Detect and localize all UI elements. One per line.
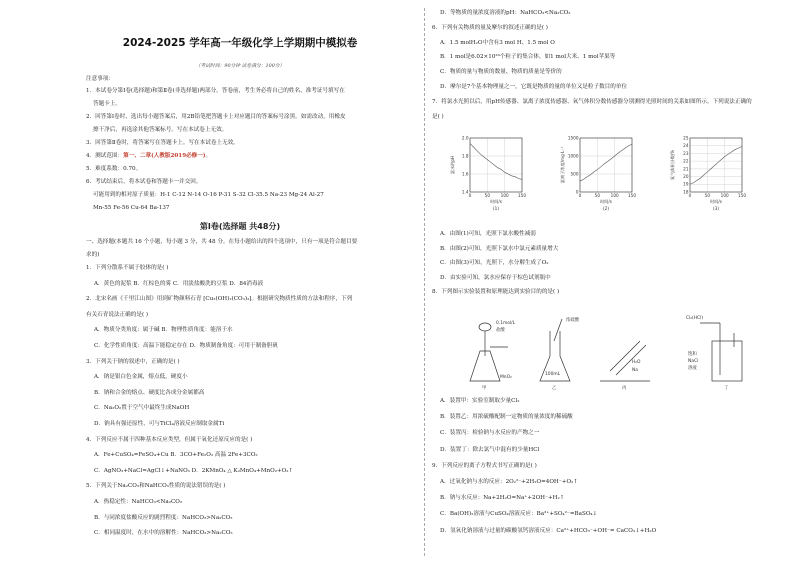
y-tick-label: 19 [683, 181, 689, 187]
x-tick-label: 0 [468, 193, 472, 198]
y-tick-label: 0 [575, 189, 579, 195]
note-scope-label: 4．测试范围： [86, 153, 124, 159]
apparatus-jia [470, 320, 516, 391]
question-line: A．黄色的泥浆 B．红棕色的雾 C．用淡盐酸洗的豆浆 D．84消毒液 [94, 280, 264, 287]
bing-name: 丙 [622, 386, 627, 391]
question-line: C．由图(3)可知，光照下，水分解生成了O₂ [440, 260, 549, 266]
question-line: A．热稳定性：NaHCO₃<Na₂CO₃ [94, 499, 183, 505]
y-tick-label: 25 [683, 135, 689, 141]
y-tick-label: 1.6 [461, 171, 469, 177]
chart-chloride [560, 130, 636, 216]
x-tick-label: 100 [610, 193, 619, 198]
y-tick-label: 1.4 [461, 189, 469, 195]
y-tick-label: 20 [683, 173, 689, 179]
question-line: A．过氧化钠与水的反应：2O₂²⁻+2H₂O=4OH⁻+O₂↑ [440, 479, 578, 485]
series-line [580, 144, 632, 181]
question-line: 3．下列关于钠的叙述中，正确的是( ) [86, 358, 180, 365]
ding-label2: NaCl [688, 359, 699, 364]
x-axis-label: 时间/s [490, 199, 502, 204]
x-tick-label: 0 [688, 193, 692, 198]
question-line: B．钠与水反应：Na+2H₂O=Na⁺+2OH⁻+H₂↑ [440, 495, 565, 502]
yi-label-acid: 浓硫酸 [566, 318, 580, 323]
x-tick-label: 0 [578, 193, 582, 198]
x-axis-label: 时间/s [600, 199, 612, 204]
y-tick-label: 21 [683, 166, 689, 172]
question-line: 是( ) [432, 113, 444, 120]
note-scope-end: 。 [205, 153, 212, 159]
y-tick-label: 2.0 [461, 135, 469, 141]
question-line: B．装置乙：用浓硫酸配制一定物质的量浓度的稀硫酸 [440, 414, 573, 421]
x-tick-label: 100 [720, 193, 729, 198]
x-tick-label: 150 [738, 193, 746, 198]
jia-label-conc: 0.1mol/L [496, 321, 516, 326]
question-line: D．由实验可知，氯水应保存于棕色试剂瓶中 [440, 274, 551, 281]
question-line: 2．北宋名画《千里江山图》用到矿物颜料石青 [Cu₃(OH)₂(CO₃)₂]。根据研究物质性质的方法和程序，下列 [86, 296, 353, 303]
x-tick-label: 50 [704, 193, 711, 198]
right-column [432, 0, 777, 562]
question-line: 7．将氯水光照以后，用pH传感器、氯离子浓度传感器、氧气体积分数传感器分别测得光照时间的关系如图所示。下列说法正确的 [432, 98, 752, 105]
question-line: B．1 mol是6.02×10²³个粒子的集合体，如1 mol大米、1 mol苹果等 [440, 54, 616, 61]
y-tick-label: 1000 [567, 153, 579, 159]
question-line: A．钠是银白色金属，熔点低，硬度小 [94, 374, 188, 381]
y-tick-label: 1500 [567, 135, 579, 141]
yi-name: 乙 [552, 386, 557, 391]
y-axis-label: 氯水的pH [450, 155, 455, 175]
x-tick-label: 150 [628, 193, 636, 198]
note-line: 6．考试结束后，将本试卷和答题卡一并交回。 [86, 179, 202, 185]
question-line: C．化学性质角度：高温下能稳定存在 D．物质制备角度：可用于制备胆矾 [94, 343, 278, 349]
question-line: 9．下列反应的离子方程式书写正确的是( ) [432, 462, 537, 469]
y-axis-label: 氧气体积分数/% [670, 149, 675, 181]
exam-meta: （考试时间：90分钟 试卷满分：100分） [195, 64, 285, 69]
jia-name: 甲 [482, 386, 487, 391]
bing-label-sodium: Na [632, 368, 638, 373]
jia-label-acid: 盐酸 [496, 328, 505, 333]
chart-caption: (1) [493, 206, 499, 211]
note-line: 5．难度系数：0.70。 [86, 166, 142, 172]
question-line: 5．下列关于Na₂CO₃和NaHCO₃性质的说法错误的是( ) [86, 483, 226, 490]
question-line: D．摩尔是7个基本物理量之一，它既是物质的量的单位又是粒子数目的单位 [440, 84, 628, 90]
question-line: A．1.5 molH₂O中含有3 mol H、1.5 mol O [440, 39, 555, 46]
question-line: C．Ba(OH)₂溶液与CuSO₄溶液反应：Ba²⁺+SO₄²⁻=BaSO₄↓ [440, 511, 598, 518]
x-tick-label: 50 [594, 193, 601, 198]
chart-caption: (2) [603, 206, 609, 211]
note-scope-range: 第一、二章(人教版2019必修一) [123, 153, 206, 159]
section-intro: 求的) [86, 252, 100, 258]
ding-label3: 溶液 [688, 366, 697, 371]
plot-frame [470, 138, 522, 192]
question-line: 1．下列分散系不属于胶体的是( ) [86, 265, 169, 271]
question-line: C．Na₂O₂置于空气中最终生成NaOH [94, 405, 190, 412]
apparatus-yi [540, 316, 580, 391]
note-line: 2．回答第Ⅰ卷时，选出每小题答案后，用2B铅笔把答题卡上对应题目的答案标号涂黑。如需改动，用橡皮 [86, 114, 346, 120]
apparatus-bing [600, 341, 650, 391]
ding-label1: 饱和 [688, 352, 697, 357]
notes-heading: 注意事项： [86, 76, 114, 82]
y-tick-label: 18 [683, 189, 689, 195]
question-line: 4．下列反应不属于四种基本反应类型，但属于氧化还原反应的是( ) [86, 436, 253, 443]
column-divider [424, 8, 425, 556]
note-line: 可能用到的相对原子质量：H-1 C-12 N-14 O-16 P-31 S-32 Cl-35.5 Na-23 Mg-24 Al-27 [93, 192, 324, 198]
note-line: Mn-55 Fe-56 Cu-64 Ba-137 [93, 205, 170, 211]
section-heading: 第Ⅰ卷(选择题 共48分) [199, 222, 281, 231]
question-line: D．氢氧化钠溶液与过量的碳酸氢钙溶液反应：Ca²⁺+HCO₃⁻+OH⁻= CaCO₃↓+H₂O [440, 527, 657, 534]
x-tick-label: 100 [500, 193, 509, 198]
y-tick-label: 22 [683, 158, 689, 164]
note-line: 擦干净后，再选涂其他答案标号。写在本试卷上无效。 [93, 127, 228, 133]
x-tick-label: 50 [484, 193, 491, 198]
x-axis-label: 时间/s [710, 199, 722, 204]
plot-frame [690, 138, 742, 192]
question-line: B．与同浓度盐酸反应的剧烈程度：NaHCO₃>Na₂CO₃ [94, 514, 233, 521]
question-line: D．钠具有强还原性，可与TiCl₄溶液反应制取金属Ti [94, 421, 225, 427]
y-axis-label: 氯离子浓度/mg·L⁻¹ [560, 146, 565, 184]
section-intro: 一、选择题(本题共 16 个小题，每小题 3 分，共 48 分。在每小题给出的四个选项中，只有一项是符合题目要 [86, 239, 358, 245]
question-line: C．AgNO₃+NaCl=AgCl↓+NaNO₃ D．2KMnO₄ △ K₂MnO₄+MnO₂+O₂↑ [94, 467, 294, 474]
question-line: A．Fe+CuSO₄=FeSO₄+Cu B．3CO+Fe₂O₃ 高温 2Fe+3CO₂ [94, 452, 258, 459]
question-line: C．相同温度时，在水中的溶解性：NaHCO₃>Na₂CO₃ [94, 530, 233, 537]
x-tick-label: 150 [518, 193, 526, 198]
yi-label-volume: 100mL [545, 372, 561, 377]
apparatus-ding [686, 315, 742, 391]
ding-name: 丁 [724, 386, 729, 391]
note-scope-line [86, 153, 211, 160]
question-line: C．装置丙：检验钠与水反应的产物之一 [440, 430, 540, 437]
jia-reagent: MnO₂ [500, 375, 512, 380]
chart-oxygen [670, 130, 746, 216]
chart-caption: (3) [713, 206, 719, 211]
note-line: 1．本试卷分第Ⅰ卷(选择题)和第Ⅱ卷(非选择题)两部分。答卷前，考生务必将自己的姓名、准考证号填写在 [86, 88, 345, 94]
ding-gas: Cl₂(HCl) [686, 316, 704, 321]
apparatus-figure [450, 311, 760, 391]
question-line: B．钠和合金的熔点、硬度比各成分金属都高 [94, 389, 205, 396]
page-title: 2024-2025 学年高一年级化学上学期期中模拟卷 [122, 37, 358, 49]
series-line [690, 146, 742, 184]
note-line: 答题卡上。 [93, 101, 121, 107]
y-tick-label: 1.8 [461, 153, 469, 159]
chart-ph [450, 130, 526, 216]
question-line: 有关石青说法正确的是( ) [86, 311, 149, 318]
question-line: A．物质分类角度：属于碱 B．物理性质角度：能溶于水 [94, 327, 233, 334]
question-line: D．等物质的量浓度溶液的pH：NaHCO₃<Na₂CO₃ [440, 10, 571, 16]
question-line: D．装置丁：除去氯气中混有的少量HCl [440, 446, 540, 453]
question-line: A．由图(1)可知，光照下氯水酸性减弱 [440, 231, 536, 237]
y-tick-label: 23 [683, 150, 689, 156]
question-line: C．物质的量与物质的数量、物质的质量是等价的 [440, 69, 562, 76]
question-line: 8．下列图示实验装置和原理能达到实验目的的是( ) [432, 289, 560, 295]
left-column [60, 0, 420, 562]
y-tick-label: 500 [570, 171, 579, 177]
y-tick-label: 24 [683, 143, 689, 149]
question-line: A．装置甲：实验室制取少量Cl₂ [440, 398, 520, 404]
question-line: 6．下列有关物质的量及摩尔的叙述正确的是( ) [432, 24, 548, 31]
question-line: B．由图(2)可知，光照下氯水中氯元素质量增大 [440, 245, 559, 252]
bing-label-water: H₂O [632, 360, 641, 365]
note-line: 3．回答第Ⅱ卷时，将答案写在答题卡上。写在本试卷上无效。 [86, 140, 239, 146]
plot-frame [580, 138, 632, 192]
